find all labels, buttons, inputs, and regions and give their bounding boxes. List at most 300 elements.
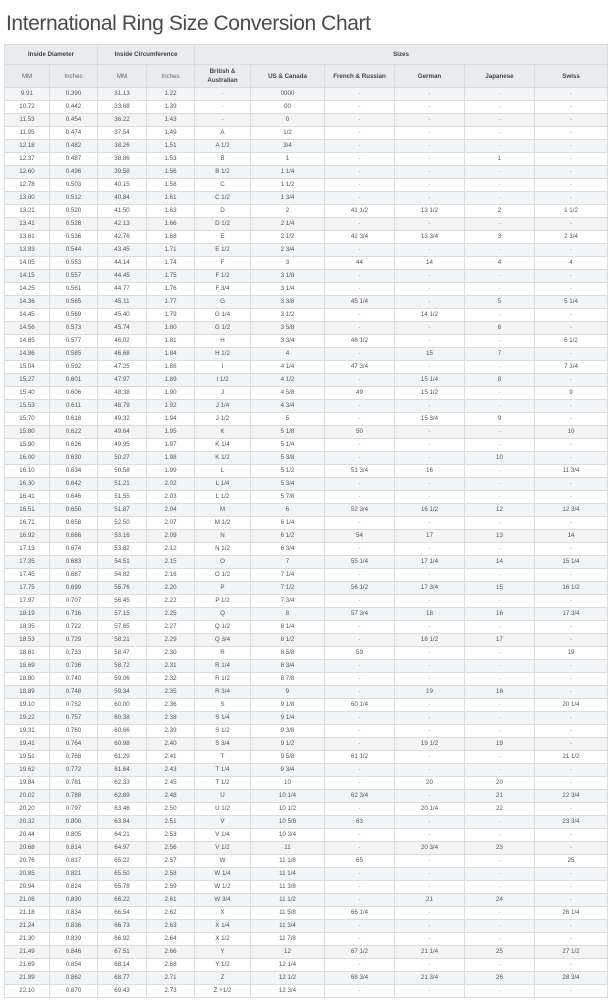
table-row bbox=[5, 816, 608, 829]
cell-circumference-mm: 46.02 bbox=[98, 335, 147, 348]
cell-us-canada: 8 1/2 bbox=[251, 634, 325, 647]
cell-us-canada: 1 bbox=[251, 153, 325, 166]
cell-japanese: - bbox=[465, 855, 535, 868]
cell-japanese: - bbox=[465, 621, 535, 634]
cell-us-canada: 10 bbox=[251, 777, 325, 790]
cell-diameter-inches: 0.454 bbox=[50, 114, 98, 127]
table-row bbox=[5, 101, 608, 114]
table-row bbox=[5, 738, 608, 751]
cell-french-russian: - bbox=[325, 777, 395, 790]
cell-diameter-mm: 14.45 bbox=[5, 309, 50, 322]
cell-us-canada: 5 1/8 bbox=[251, 426, 325, 439]
cell-french-russian: - bbox=[325, 114, 395, 127]
cell-japanese: 3 bbox=[465, 231, 535, 244]
cell-circumference-inches: 2.40 bbox=[147, 738, 195, 751]
table-row bbox=[5, 270, 608, 283]
cell-british-australian: Q bbox=[195, 608, 251, 621]
cell-circumference-inches: 2.68 bbox=[147, 959, 195, 972]
cell-german: - bbox=[395, 127, 465, 140]
table-row bbox=[5, 699, 608, 712]
cell-japanese: - bbox=[465, 140, 535, 153]
cell-diameter-inches: 0.611 bbox=[50, 400, 98, 413]
cell-diameter-mm: 21.89 bbox=[5, 972, 50, 985]
cell-circumference-mm: 40.15 bbox=[98, 179, 147, 192]
cell-circumference-inches: 1.90 bbox=[147, 387, 195, 400]
cell-us-canada: 4 1/2 bbox=[251, 374, 325, 387]
cell-french-russian: - bbox=[325, 894, 395, 907]
cell-british-australian: P bbox=[195, 582, 251, 595]
cell-us-canada: 11 bbox=[251, 842, 325, 855]
cell-diameter-inches: 0.520 bbox=[50, 205, 98, 218]
cell-circumference-mm: 39.58 bbox=[98, 166, 147, 179]
cell-diameter-inches: 0.824 bbox=[50, 881, 98, 894]
cell-circumference-mm: 53.82 bbox=[98, 543, 147, 556]
cell-us-canada: 3 3/8 bbox=[251, 296, 325, 309]
table-row bbox=[5, 569, 608, 582]
cell-swiss: - bbox=[535, 829, 608, 842]
cell-swiss: - bbox=[535, 309, 608, 322]
cell-diameter-inches: 0.569 bbox=[50, 309, 98, 322]
cell-british-australian: E bbox=[195, 231, 251, 244]
cell-british-australian: C bbox=[195, 179, 251, 192]
cell-german: - bbox=[395, 868, 465, 881]
cell-diameter-mm: 15.04 bbox=[5, 361, 50, 374]
cell-swiss: 11 3/4 bbox=[535, 465, 608, 478]
cell-diameter-mm: 19.51 bbox=[5, 751, 50, 764]
cell-french-russian: 66 1/4 bbox=[325, 907, 395, 920]
cell-french-russian: 68 3/4 bbox=[325, 972, 395, 985]
cell-circumference-mm: 41.50 bbox=[98, 205, 147, 218]
cell-diameter-inches: 0.733 bbox=[50, 647, 98, 660]
cell-circumference-mm: 49.95 bbox=[98, 439, 147, 452]
cell-swiss: - bbox=[535, 868, 608, 881]
cell-swiss: 20 1/4 bbox=[535, 699, 608, 712]
cell-french-russian: - bbox=[325, 725, 395, 738]
cell-diameter-inches: 0.729 bbox=[50, 634, 98, 647]
header-british-australian: British & Australian bbox=[195, 65, 251, 88]
cell-german: - bbox=[395, 491, 465, 504]
cell-british-australian: T 1/4 bbox=[195, 764, 251, 777]
table-row bbox=[5, 712, 608, 725]
cell-circumference-mm: 49.32 bbox=[98, 413, 147, 426]
cell-german: 19 1/2 bbox=[395, 738, 465, 751]
cell-german: 14 1/2 bbox=[395, 309, 465, 322]
cell-diameter-inches: 0.634 bbox=[50, 465, 98, 478]
cell-circumference-inches: 2.51 bbox=[147, 816, 195, 829]
cell-german: - bbox=[395, 985, 465, 998]
cell-british-australian: X bbox=[195, 907, 251, 920]
cell-circumference-inches: 1.43 bbox=[147, 114, 195, 127]
cell-diameter-inches: 0.618 bbox=[50, 413, 98, 426]
cell-diameter-mm: 12.78 bbox=[5, 179, 50, 192]
cell-japanese: - bbox=[465, 465, 535, 478]
cell-diameter-mm: 19.41 bbox=[5, 738, 50, 751]
table-row bbox=[5, 790, 608, 803]
cell-circumference-inches: 2.48 bbox=[147, 790, 195, 803]
cell-german: - bbox=[395, 439, 465, 452]
cell-circumference-mm: 38.86 bbox=[98, 153, 147, 166]
cell-circumference-mm: 38.26 bbox=[98, 140, 147, 153]
cell-german: - bbox=[395, 621, 465, 634]
cell-british-australian: Q 1/2 bbox=[195, 621, 251, 634]
cell-circumference-inches: 2.03 bbox=[147, 491, 195, 504]
cell-swiss: - bbox=[535, 400, 608, 413]
cell-french-russian: 67 1/2 bbox=[325, 946, 395, 959]
cell-us-canada: 7 1/4 bbox=[251, 569, 325, 582]
cell-japanese: - bbox=[465, 595, 535, 608]
cell-diameter-mm: 19.10 bbox=[5, 699, 50, 712]
cell-circumference-inches: 2.02 bbox=[147, 478, 195, 491]
cell-swiss: 26 1/4 bbox=[535, 907, 608, 920]
cell-japanese: 16 bbox=[465, 608, 535, 621]
cell-diameter-inches: 0.788 bbox=[50, 790, 98, 803]
cell-circumference-inches: 1.79 bbox=[147, 309, 195, 322]
cell-japanese: 26 bbox=[465, 972, 535, 985]
cell-diameter-inches: 0.565 bbox=[50, 296, 98, 309]
cell-diameter-inches: 0.722 bbox=[50, 621, 98, 634]
cell-circumference-inches: 2.22 bbox=[147, 595, 195, 608]
cell-circumference-mm: 64.21 bbox=[98, 829, 147, 842]
cell-french-russian: 65 bbox=[325, 855, 395, 868]
cell-japanese: - bbox=[465, 387, 535, 400]
cell-swiss: - bbox=[535, 114, 608, 127]
cell-diameter-inches: 0.736 bbox=[50, 660, 98, 673]
cell-swiss: 15 1/4 bbox=[535, 556, 608, 569]
table-row bbox=[5, 322, 608, 335]
cell-circumference-mm: 37.54 bbox=[98, 127, 147, 140]
cell-british-australian: T bbox=[195, 751, 251, 764]
cell-circumference-mm: 59.34 bbox=[98, 686, 147, 699]
cell-diameter-inches: 0.800 bbox=[50, 816, 98, 829]
cell-circumference-mm: 63.84 bbox=[98, 816, 147, 829]
cell-diameter-mm: 11.95 bbox=[5, 127, 50, 140]
cell-british-australian: W bbox=[195, 855, 251, 868]
cell-us-canada: 5 7/8 bbox=[251, 491, 325, 504]
cell-us-canada: 8 bbox=[251, 608, 325, 621]
cell-us-canada: 10 3/4 bbox=[251, 829, 325, 842]
cell-circumference-mm: 51.55 bbox=[98, 491, 147, 504]
cell-german: - bbox=[395, 907, 465, 920]
cell-british-australian: F bbox=[195, 257, 251, 270]
cell-circumference-inches: 1.74 bbox=[147, 257, 195, 270]
cell-us-canada: 4 5/8 bbox=[251, 387, 325, 400]
cell-diameter-inches: 0.442 bbox=[50, 101, 98, 114]
cell-circumference-inches: 2.61 bbox=[147, 894, 195, 907]
cell-circumference-inches: 1.86 bbox=[147, 361, 195, 374]
cell-us-canada: 3 1/4 bbox=[251, 283, 325, 296]
cell-french-russian: 56 1/2 bbox=[325, 582, 395, 595]
cell-diameter-mm: 16.00 bbox=[5, 452, 50, 465]
cell-british-australian: W 3/4 bbox=[195, 894, 251, 907]
cell-german: 13 3/4 bbox=[395, 231, 465, 244]
cell-french-russian: - bbox=[325, 166, 395, 179]
table-row bbox=[5, 881, 608, 894]
cell-german: - bbox=[395, 920, 465, 933]
cell-diameter-inches: 0.503 bbox=[50, 179, 98, 192]
cell-circumference-mm: 61.64 bbox=[98, 764, 147, 777]
cell-french-russian: - bbox=[325, 517, 395, 530]
cell-swiss: 6 1/2 bbox=[535, 335, 608, 348]
cell-swiss: 21 1/2 bbox=[535, 751, 608, 764]
cell-japanese: - bbox=[465, 88, 535, 101]
table-row bbox=[5, 426, 608, 439]
cell-german: 21 1/4 bbox=[395, 946, 465, 959]
cell-diameter-mm: 14.86 bbox=[5, 348, 50, 361]
cell-german: 15 3/4 bbox=[395, 413, 465, 426]
cell-circumference-mm: 46.68 bbox=[98, 348, 147, 361]
cell-japanese: - bbox=[465, 101, 535, 114]
table-row bbox=[5, 257, 608, 270]
cell-circumference-mm: 51.87 bbox=[98, 504, 147, 517]
table-row bbox=[5, 920, 608, 933]
cell-german: 20 1/4 bbox=[395, 803, 465, 816]
cell-swiss: - bbox=[535, 179, 608, 192]
cell-swiss: - bbox=[535, 140, 608, 153]
cell-circumference-inches: 2.59 bbox=[147, 881, 195, 894]
cell-japanese: 1 bbox=[465, 153, 535, 166]
cell-french-russian: - bbox=[325, 868, 395, 881]
cell-japanese: - bbox=[465, 400, 535, 413]
cell-diameter-mm: 15.40 bbox=[5, 387, 50, 400]
cell-swiss: 4 bbox=[535, 257, 608, 270]
cell-swiss: - bbox=[535, 348, 608, 361]
cell-us-canada: 00 bbox=[251, 101, 325, 114]
cell-us-canada: 9 bbox=[251, 686, 325, 699]
cell-diameter-inches: 0.748 bbox=[50, 686, 98, 699]
cell-swiss: - bbox=[535, 452, 608, 465]
cell-british-australian: I bbox=[195, 361, 251, 374]
table-row bbox=[5, 283, 608, 296]
cell-us-canada: 2 1/2 bbox=[251, 231, 325, 244]
cell-german: - bbox=[395, 855, 465, 868]
cell-french-russian: - bbox=[325, 569, 395, 582]
cell-german: 18 1/2 bbox=[395, 634, 465, 647]
cell-circumference-inches: 2.31 bbox=[147, 660, 195, 673]
cell-swiss: - bbox=[535, 725, 608, 738]
cell-swiss: - bbox=[535, 738, 608, 751]
cell-french-russian: - bbox=[325, 348, 395, 361]
cell-british-australian: H 1/2 bbox=[195, 348, 251, 361]
cell-us-canada: 6 3/4 bbox=[251, 543, 325, 556]
cell-diameter-inches: 0.854 bbox=[50, 959, 98, 972]
header-circumference-inches: Inches bbox=[147, 65, 195, 88]
cell-japanese: - bbox=[465, 725, 535, 738]
cell-circumference-inches: 2.29 bbox=[147, 634, 195, 647]
table-row bbox=[5, 517, 608, 530]
group-header-row bbox=[5, 45, 608, 65]
cell-circumference-inches: 2.38 bbox=[147, 712, 195, 725]
cell-swiss: - bbox=[535, 985, 608, 998]
cell-british-australian: M 1/2 bbox=[195, 517, 251, 530]
cell-circumference-mm: 47.97 bbox=[98, 374, 147, 387]
header-circumference-mm: MM bbox=[98, 65, 147, 88]
table-row bbox=[5, 777, 608, 790]
header-japanese: Japanese bbox=[465, 65, 535, 88]
cell-british-australian: - bbox=[195, 101, 251, 114]
header-diameter-mm: MM bbox=[5, 65, 50, 88]
cell-diameter-inches: 0.834 bbox=[50, 907, 98, 920]
cell-circumference-inches: 1.84 bbox=[147, 348, 195, 361]
cell-circumference-mm: 36.22 bbox=[98, 114, 147, 127]
sub-header-row bbox=[5, 65, 608, 88]
cell-japanese: - bbox=[465, 699, 535, 712]
cell-japanese: 7 bbox=[465, 348, 535, 361]
cell-diameter-inches: 0.626 bbox=[50, 439, 98, 452]
cell-diameter-inches: 0.716 bbox=[50, 608, 98, 621]
cell-british-australian: V 1/4 bbox=[195, 829, 251, 842]
cell-swiss: 9 bbox=[535, 387, 608, 400]
table-row bbox=[5, 946, 608, 959]
table-row bbox=[5, 374, 608, 387]
cell-german: 17 1/4 bbox=[395, 556, 465, 569]
cell-british-australian: R 1/4 bbox=[195, 660, 251, 673]
cell-japanese: 2 bbox=[465, 205, 535, 218]
cell-diameter-inches: 0.658 bbox=[50, 517, 98, 530]
cell-us-canada: 9 3/8 bbox=[251, 725, 325, 738]
cell-british-australian: K bbox=[195, 426, 251, 439]
cell-us-canada: 9 5/8 bbox=[251, 751, 325, 764]
cell-diameter-mm: 17.97 bbox=[5, 595, 50, 608]
cell-circumference-inches: 2.58 bbox=[147, 868, 195, 881]
cell-circumference-inches: 2.25 bbox=[147, 608, 195, 621]
cell-french-russian: - bbox=[325, 686, 395, 699]
cell-german: - bbox=[395, 478, 465, 491]
cell-diameter-inches: 0.846 bbox=[50, 946, 98, 959]
cell-diameter-mm: 19.62 bbox=[5, 764, 50, 777]
cell-swiss: - bbox=[535, 127, 608, 140]
cell-german: - bbox=[395, 166, 465, 179]
cell-us-canada: 12 1/4 bbox=[251, 959, 325, 972]
cell-japanese: 24 bbox=[465, 894, 535, 907]
cell-swiss: 17 3/4 bbox=[535, 608, 608, 621]
cell-diameter-inches: 0.740 bbox=[50, 673, 98, 686]
cell-german: 17 3/4 bbox=[395, 582, 465, 595]
cell-german: - bbox=[395, 114, 465, 127]
cell-german: - bbox=[395, 673, 465, 686]
cell-circumference-mm: 51.21 bbox=[98, 478, 147, 491]
cell-diameter-mm: 19.84 bbox=[5, 777, 50, 790]
cell-british-australian: O bbox=[195, 556, 251, 569]
cell-german: - bbox=[395, 88, 465, 101]
cell-swiss: - bbox=[535, 933, 608, 946]
cell-circumference-inches: 1.98 bbox=[147, 452, 195, 465]
cell-circumference-mm: 58.47 bbox=[98, 647, 147, 660]
table-row bbox=[5, 621, 608, 634]
cell-us-canada: 5 3/4 bbox=[251, 478, 325, 491]
cell-japanese: 9 bbox=[465, 413, 535, 426]
cell-swiss: 5 1/4 bbox=[535, 296, 608, 309]
cell-british-australian: R 3/4 bbox=[195, 686, 251, 699]
cell-swiss: - bbox=[535, 101, 608, 114]
cell-us-canada: 11 5/8 bbox=[251, 907, 325, 920]
cell-japanese: - bbox=[465, 712, 535, 725]
cell-diameter-mm: 16.30 bbox=[5, 478, 50, 491]
table-row bbox=[5, 543, 608, 556]
cell-us-canada: 1 1/2 bbox=[251, 179, 325, 192]
table-row bbox=[5, 751, 608, 764]
cell-circumference-mm: 66.22 bbox=[98, 894, 147, 907]
cell-german: - bbox=[395, 881, 465, 894]
cell-circumference-mm: 45.40 bbox=[98, 309, 147, 322]
cell-circumference-inches: 1.71 bbox=[147, 244, 195, 257]
cell-british-australian: P 1/2 bbox=[195, 595, 251, 608]
cell-japanese: 6 bbox=[465, 322, 535, 335]
cell-diameter-inches: 0.707 bbox=[50, 595, 98, 608]
cell-circumference-inches: 2.32 bbox=[147, 673, 195, 686]
table-row bbox=[5, 907, 608, 920]
cell-german: 16 1/2 bbox=[395, 504, 465, 517]
cell-german: - bbox=[395, 764, 465, 777]
cell-british-australian: W 1/2 bbox=[195, 881, 251, 894]
cell-circumference-mm: 63.46 bbox=[98, 803, 147, 816]
table-row bbox=[5, 127, 608, 140]
cell-circumference-mm: 50.58 bbox=[98, 465, 147, 478]
cell-japanese: - bbox=[465, 673, 535, 686]
table-row bbox=[5, 88, 608, 101]
cell-british-australian: G bbox=[195, 296, 251, 309]
cell-german: - bbox=[395, 660, 465, 673]
cell-japanese: 19 bbox=[465, 738, 535, 751]
cell-british-australian: S bbox=[195, 699, 251, 712]
cell-circumference-inches: 2.50 bbox=[147, 803, 195, 816]
cell-swiss: - bbox=[535, 283, 608, 296]
cell-japanese: 8 bbox=[465, 374, 535, 387]
cell-french-russian: 55 1/4 bbox=[325, 556, 395, 569]
table-row bbox=[5, 309, 608, 322]
cell-circumference-mm: 58.72 bbox=[98, 660, 147, 673]
cell-diameter-mm: 13.83 bbox=[5, 244, 50, 257]
table-row bbox=[5, 647, 608, 660]
cell-japanese: - bbox=[465, 426, 535, 439]
cell-german: - bbox=[395, 699, 465, 712]
cell-german: - bbox=[395, 361, 465, 374]
cell-japanese: 21 bbox=[465, 790, 535, 803]
cell-french-russian: - bbox=[325, 400, 395, 413]
cell-us-canada: 1 3/4 bbox=[251, 192, 325, 205]
cell-japanese: 12 bbox=[465, 504, 535, 517]
cell-circumference-inches: 2.16 bbox=[147, 569, 195, 582]
cell-us-canada: 2 1/4 bbox=[251, 218, 325, 231]
cell-circumference-mm: 49.64 bbox=[98, 426, 147, 439]
cell-swiss: - bbox=[535, 517, 608, 530]
cell-swiss: - bbox=[535, 491, 608, 504]
cell-german: - bbox=[395, 322, 465, 335]
cell-french-russian: 57 3/4 bbox=[325, 608, 395, 621]
cell-us-canada: 1/2 bbox=[251, 127, 325, 140]
cell-british-australian: V bbox=[195, 816, 251, 829]
cell-japanese: - bbox=[465, 270, 535, 283]
cell-circumference-mm: 45.74 bbox=[98, 322, 147, 335]
table-row bbox=[5, 595, 608, 608]
cell-diameter-mm: 21.30 bbox=[5, 933, 50, 946]
cell-french-russian: 47 3/4 bbox=[325, 361, 395, 374]
cell-us-canada: 3 5/8 bbox=[251, 322, 325, 335]
cell-british-australian: Z bbox=[195, 972, 251, 985]
cell-german: 20 3/4 bbox=[395, 842, 465, 855]
cell-british-australian: R bbox=[195, 647, 251, 660]
cell-german: 18 bbox=[395, 608, 465, 621]
cell-french-russian: - bbox=[325, 543, 395, 556]
cell-diameter-mm: 16.92 bbox=[5, 530, 50, 543]
cell-german: - bbox=[395, 543, 465, 556]
cell-diameter-inches: 0.768 bbox=[50, 751, 98, 764]
table-row bbox=[5, 673, 608, 686]
cell-diameter-mm: 18.61 bbox=[5, 647, 50, 660]
cell-diameter-inches: 0.830 bbox=[50, 894, 98, 907]
cell-french-russian: - bbox=[325, 595, 395, 608]
cell-british-australian: D 1/2 bbox=[195, 218, 251, 231]
cell-diameter-mm: 18.89 bbox=[5, 686, 50, 699]
